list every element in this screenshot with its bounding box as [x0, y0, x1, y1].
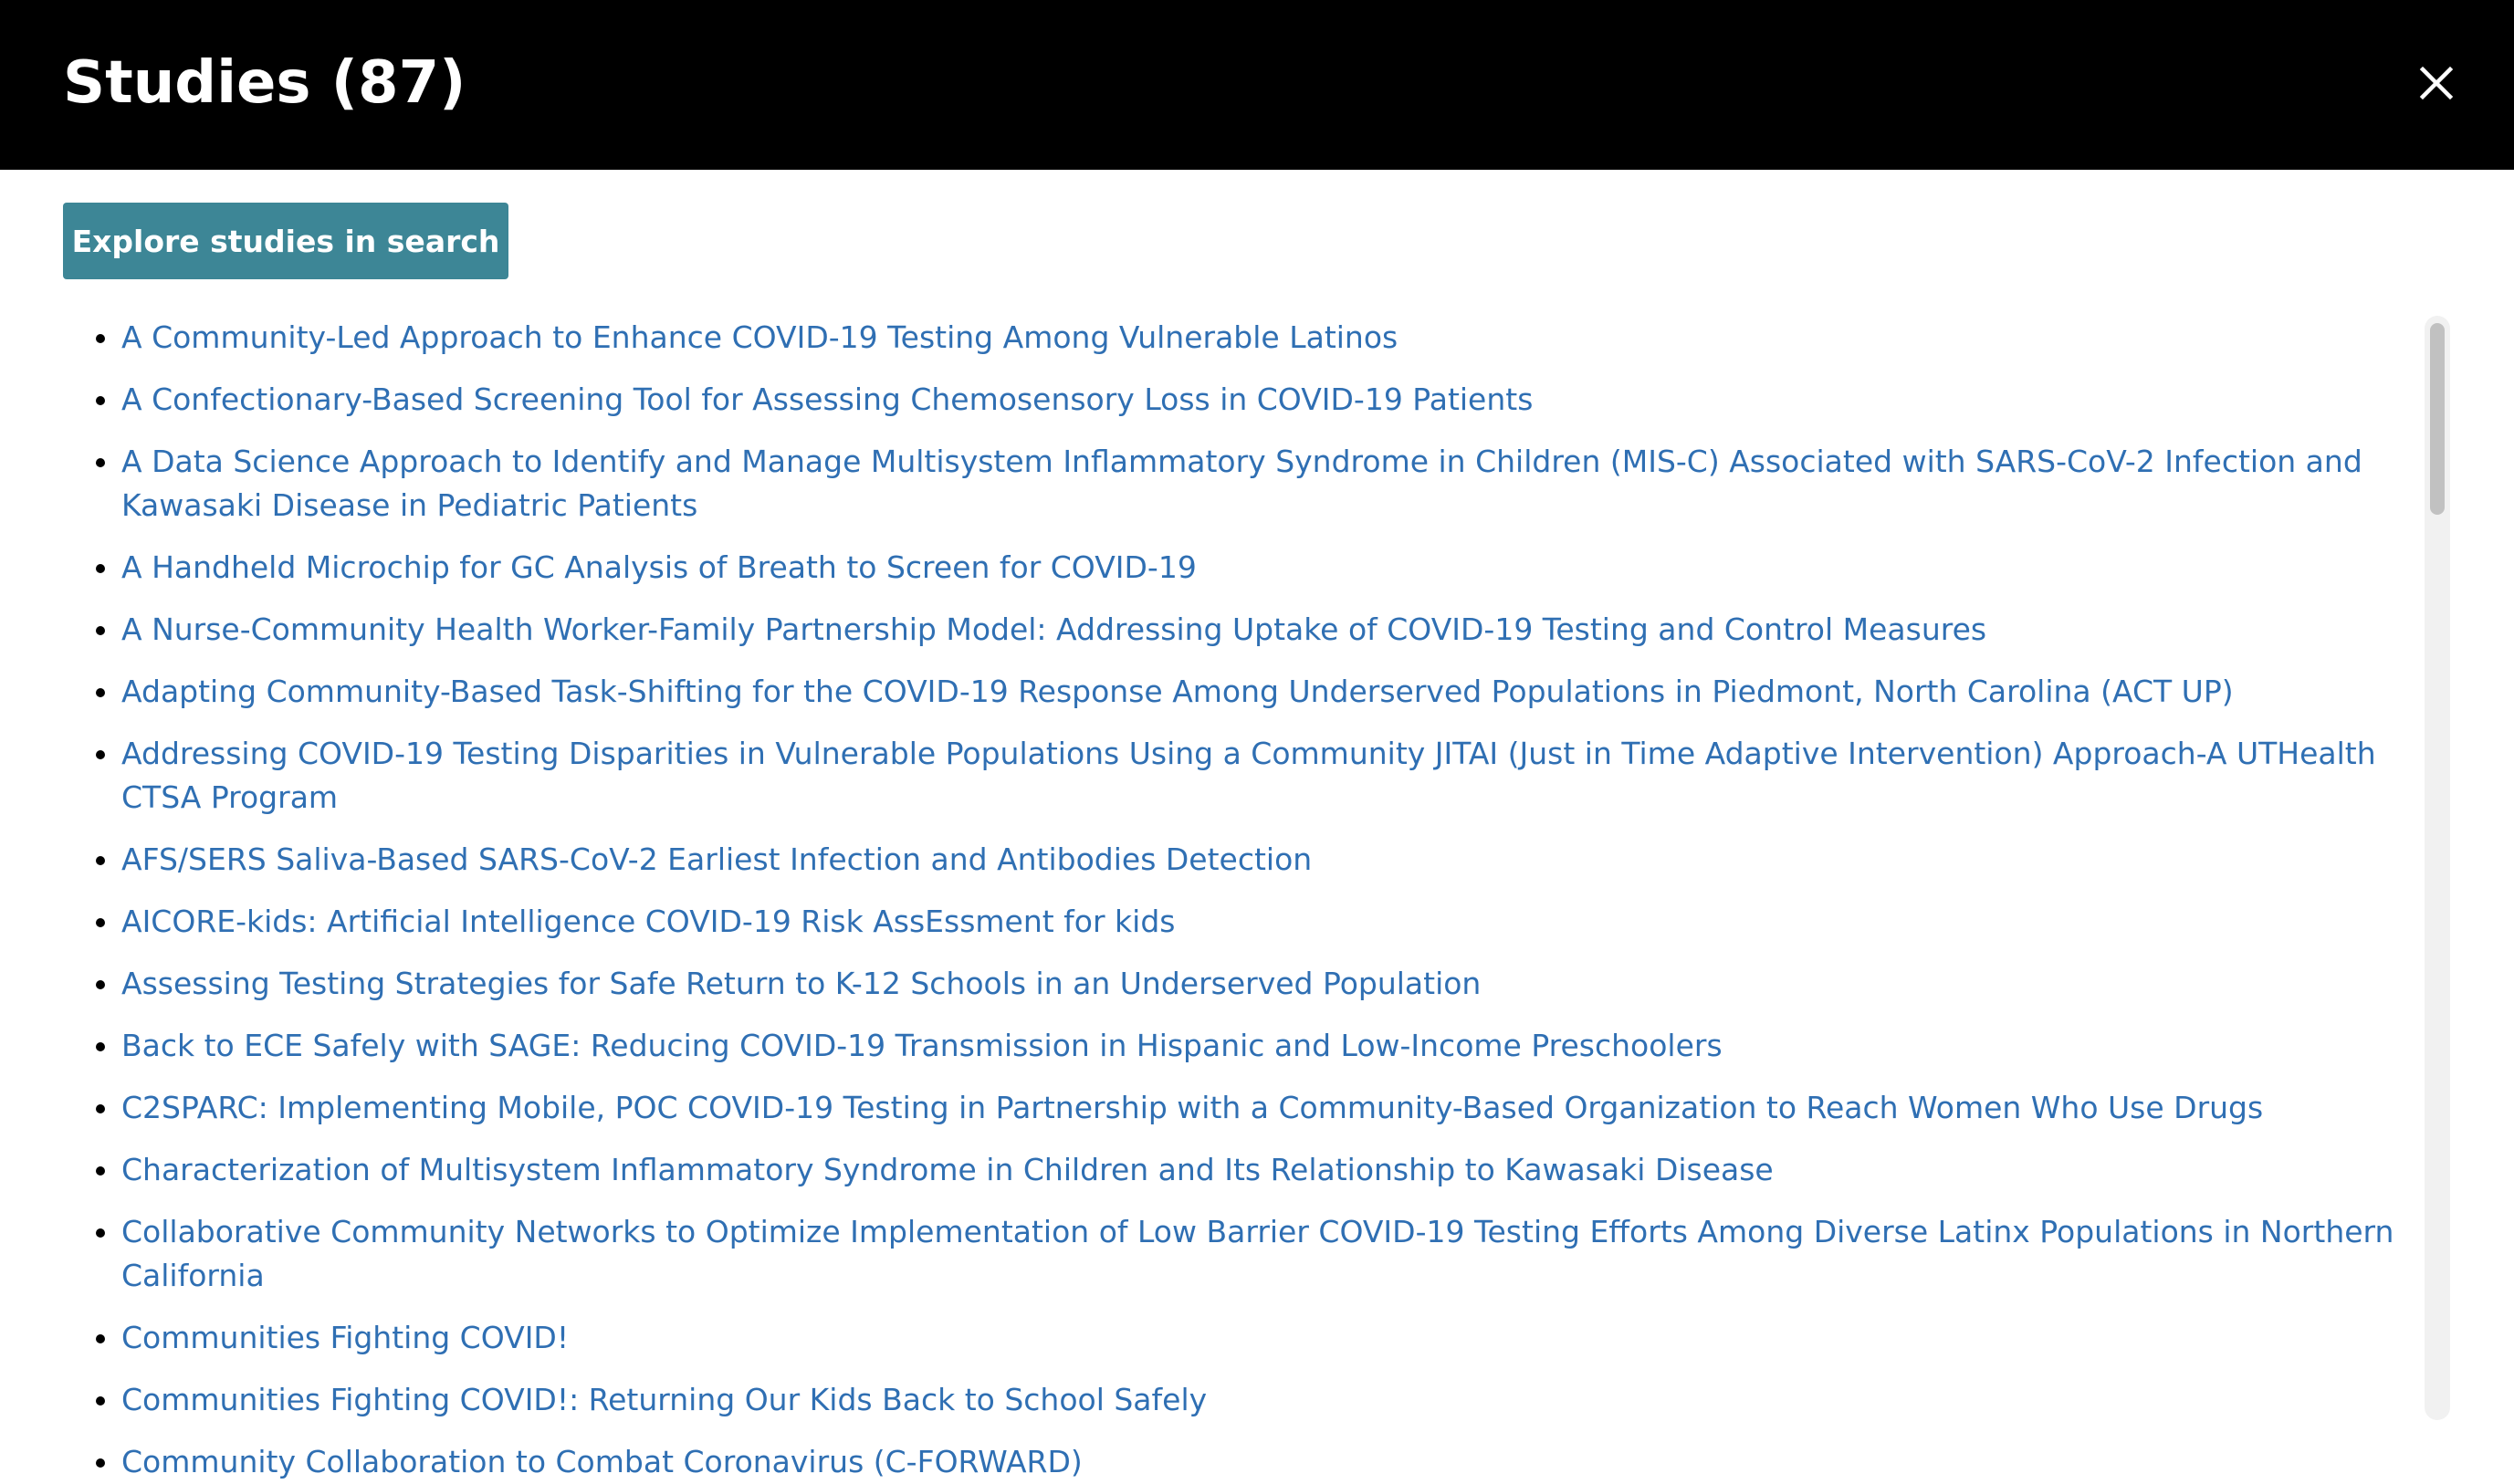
study-link[interactable]: Addressing COVID-19 Testing Disparities in Vulnerable Populations Using a Community JITAI (Just in Time Adaptive Intervention) Approach-A UTHealth CTSA Program: [121, 736, 2376, 815]
list-item: [63, 378, 2436, 422]
list-item: [63, 838, 2436, 882]
study-link[interactable]: A Confectionary-Based Screening Tool for Assessing Chemosensory Loss in COVID-19 Patients: [121, 381, 1534, 417]
list-item: [63, 546, 2436, 590]
close-button[interactable]: [2410, 57, 2463, 110]
scrollbar-thumb[interactable]: [2430, 323, 2445, 515]
study-link[interactable]: Assessing Testing Strategies for Safe Return to K-12 Schools in an Underserved Population: [121, 966, 1482, 1001]
list-item: [63, 1024, 2436, 1068]
modal-header: [0, 0, 2514, 170]
study-link[interactable]: Communities Fighting COVID!: [121, 1320, 570, 1355]
explore-studies-button[interactable]: Explore studies in search: [63, 203, 508, 279]
study-link[interactable]: AFS/SERS Saliva-Based SARS-CoV-2 Earliest Infection and Antibodies Detection: [121, 841, 1313, 877]
study-link[interactable]: Collaborative Community Networks to Optimize Implementation of Low Barrier COVID-19 Testing Efforts Among Diverse Latinx Populations in Northern California: [121, 1214, 2394, 1293]
list-item: [63, 962, 2436, 1006]
study-link[interactable]: C2SPARC: Implementing Mobile, POC COVID-19 Testing in Partnership with a Community-Based Organization to Reach Women Who Use Drugs: [121, 1090, 2264, 1125]
list-item: [63, 732, 2436, 820]
list-item: [63, 1210, 2436, 1298]
list-item: [63, 670, 2436, 714]
list-item: [63, 608, 2436, 652]
study-link[interactable]: A Handheld Microchip for GC Analysis of Breath to Screen for COVID-19: [121, 549, 1197, 585]
study-link[interactable]: Adapting Community-Based Task-Shifting for the COVID-19 Response Among Underserved Populations in Piedmont, North Carolina (ACT UP): [121, 674, 2234, 709]
study-link[interactable]: Communities Fighting COVID!: Returning Our Kids Back to School Safely: [121, 1382, 1208, 1417]
study-link[interactable]: AICORE-kids: Artificial Intelligence COVID-19 Risk AssEssment for kids: [121, 904, 1176, 939]
studies-list-container[interactable]: [63, 316, 2451, 1479]
list-item: [63, 440, 2436, 528]
studies-list: [63, 316, 2436, 1484]
study-link[interactable]: Community Collaboration to Combat Coronavirus (C-FORWARD): [121, 1444, 1083, 1479]
study-link[interactable]: Characterization of Multisystem Inflammatory Syndrome in Children and Its Relationship to Kawasaki Disease: [121, 1152, 1774, 1187]
list-item: [63, 900, 2436, 944]
list-item: [63, 316, 2436, 360]
list-item: [63, 1148, 2436, 1192]
list-item: [63, 1316, 2436, 1360]
study-link[interactable]: A Nurse-Community Health Worker-Family Partnership Model: Addressing Uptake of COVID-19 Testing and Control Measures: [121, 611, 1987, 647]
list-item: [63, 1086, 2436, 1130]
close-icon: [2410, 57, 2463, 110]
list-item: [63, 1440, 2436, 1484]
scrollbar[interactable]: [2425, 316, 2450, 1420]
modal-title: Studies (87): [63, 49, 466, 117]
study-link[interactable]: A Data Science Approach to Identify and Manage Multisystem Inflammatory Syndrome in Children (MIS-C) Associated with SARS-CoV-2 Infection and Kawasaki Disease in Pediatric Patients: [121, 444, 2362, 523]
study-link[interactable]: Back to ECE Safely with SAGE: Reducing COVID-19 Transmission in Hispanic and Low-Income Preschoolers: [121, 1028, 1723, 1063]
study-link[interactable]: A Community-Led Approach to Enhance COVID-19 Testing Among Vulnerable Latinos: [121, 319, 1398, 355]
list-item: [63, 1378, 2436, 1422]
